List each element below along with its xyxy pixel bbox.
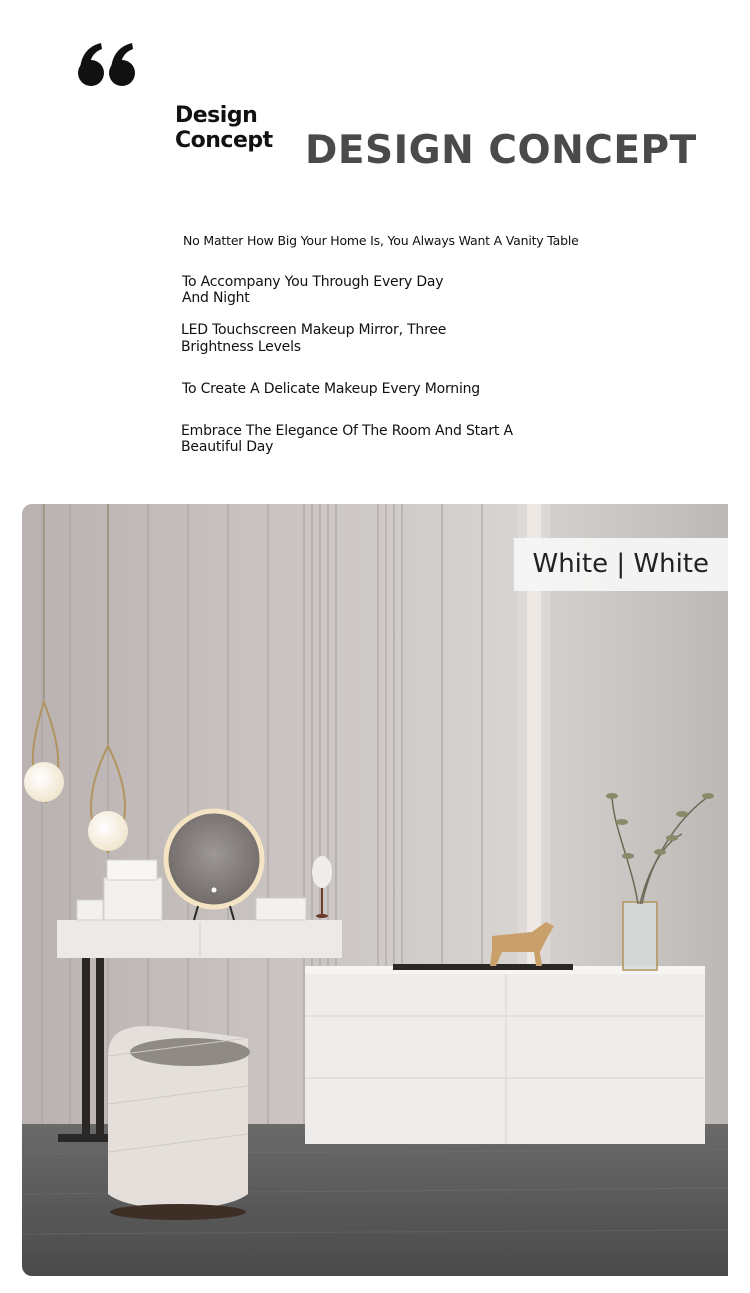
concept-item-2-line-2: Brightness Levels [181,339,301,355]
concept-item-1-line-1: To Accompany You Through Every Day [182,274,444,290]
dresser-cabinet [305,964,705,1144]
concept-item-1 [182,274,443,306]
concept-item-3-line-1: To Create A Delicate Makeup Every Morning [182,381,480,397]
color-option-badge: White | White [514,538,729,591]
concept-item-2 [181,322,446,356]
vanity-scene-illustration [22,504,728,1276]
small-title [175,103,273,153]
concept-lead: No Matter How Big Your Home Is, You Always Want A Vanity Table [183,233,579,248]
concept-item-4-line-1: Embrace The Elegance Of The Room And Start A [181,423,513,439]
product-photo [22,504,728,1276]
page-title: DESIGN CONCEPT [305,128,697,173]
small-title-line-2: Concept [175,128,273,153]
small-title-line-1: Design [175,103,258,128]
quote-open-icon [76,30,138,92]
concept-item-4-line-2: Beautiful Day [181,439,274,455]
concept-item-3 [182,381,480,397]
vanity-stool [108,1026,250,1220]
concept-item-4 [181,423,513,455]
concept-item-1-line-2: And Night [182,290,250,306]
concept-item-2-line-1: LED Touchscreen Makeup Mirror, Three [181,322,447,338]
